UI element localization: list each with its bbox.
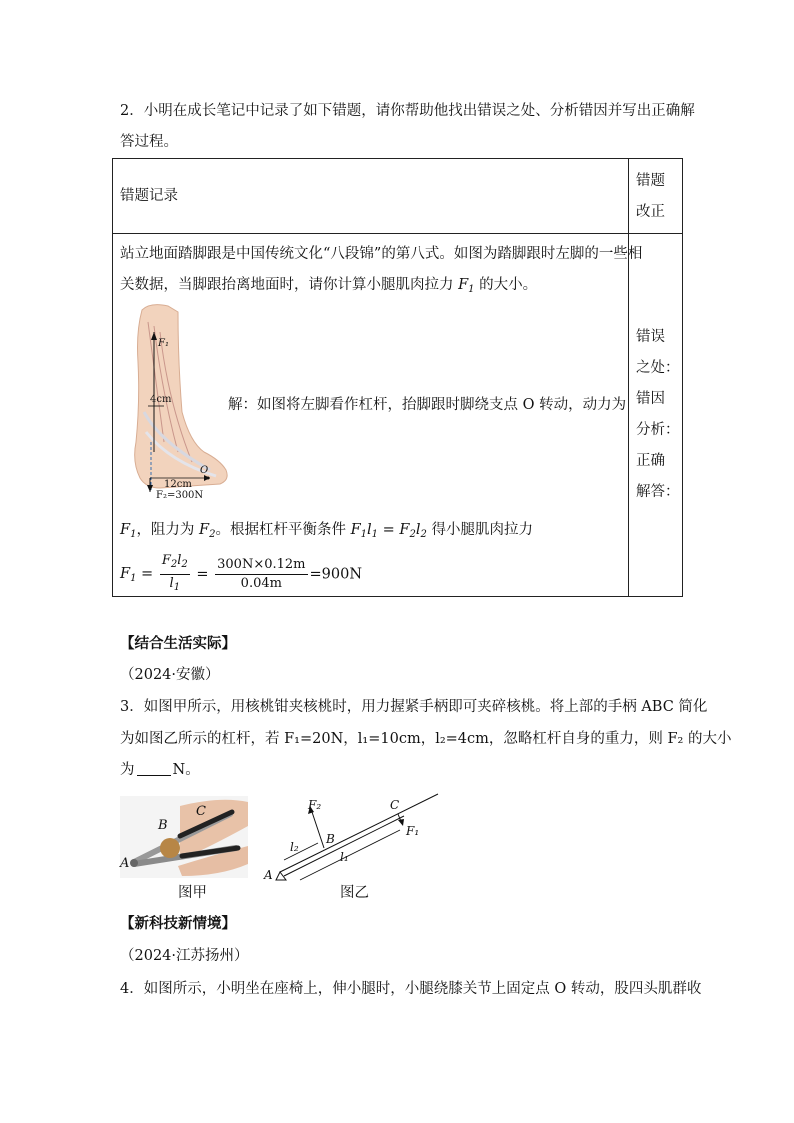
table-head-right-2: 改正 [636,204,665,220]
q3-line2: 为如图乙所示的杠杆，若 F₁=20N，l₁=10cm，l₂=4cm，忽略杠杆自身的重力，则 F₂ 的大小 [120,731,732,747]
photo-label-b: B [158,818,168,833]
solution-line2: $F_1$，阻力为 $F_2$。根据杠杆平衡条件 $F_1l_1 = F_2l_2$ 得小腿肌肉拉力 [120,522,533,540]
figure-label-4cm: 4cm [150,394,172,405]
q4-line1: 4．如图所示，小明坐在座椅上，伸小腿时，小腿绕膝关节上固定点 O 转动，股四头肌群收 [120,981,702,997]
q3-heading: 【结合生活实际】 [120,635,236,652]
photo-label-c: C [196,804,206,819]
symbol-f1: $F_1$ [458,277,475,295]
right-item-3: 错因 [636,391,665,407]
diagram-label-f2: F₂ [308,798,322,812]
figure-label-o: O [200,465,209,476]
q4-source: （2024·江苏扬州） [120,948,249,964]
figure-label-12cm: 12cm [164,479,192,490]
nutcracker-photo [120,796,248,878]
foot-illustration [120,302,232,500]
figure-label-f1: F₁ [158,338,169,349]
photo-label-a: A [120,856,130,871]
right-item-2: 之处： [636,360,680,376]
solution-line1: 解：如图将左脚看作杠杆，抬脚跟时脚绕支点 O 转动，动力为 [228,397,627,413]
nutcracker-illustration [120,796,248,878]
answer-blank[interactable] [137,761,171,776]
caption-b: 图乙 [340,885,369,901]
table-border-divider [628,158,629,597]
lever-diagram [260,790,440,882]
table-border-top [112,158,683,159]
diagram-label-b: B [326,832,335,846]
table-border-right [682,158,683,597]
foot-figure [120,302,232,500]
q4-heading: 【新科技新情境】 [120,915,236,932]
right-item-6: 解答： [636,484,680,500]
q3-line3: 为 N。 [120,762,200,778]
diagram-label-c: C [390,798,400,812]
right-item-5: 正确 [636,453,665,469]
table-head-right-1: 错题 [636,173,665,189]
calc-formula: $F_1$ = $\frac{F_2l_2}{l_1}$ = $\frac{300N\times 0.12m}{0.04m}$ =900N [120,553,363,593]
diagram-label-a: A [264,868,273,882]
table-body-line1: 站立地面踏脚跟是中国传统文化“八段锦”的第八式。如图为踏脚跟时左脚的一些相 [120,246,643,262]
right-item-1: 错误 [636,329,665,345]
q2-line2: 答过程。 [120,134,178,150]
table-head-left: 错题记录 [120,188,178,204]
right-item-4: 分析： [636,422,680,438]
table-border-left [112,158,113,597]
q2-line1: 2．小明在成长笔记中记录了如下错题，请你帮助他找出错误之处、分析错因并写出正确解 [120,103,695,119]
figure-label-f2: F₂=300N [156,490,204,501]
caption-a: 图甲 [178,885,207,901]
diagram-label-l1: l₁ [340,850,349,864]
q3-line1: 3．如图甲所示，用核桃钳夹核桃时，用力握紧手柄即可夹碎核桃。将上部的手柄 ABC 简化 [120,699,708,715]
table-body-line2: 关数据，当脚跟抬离地面时，请你计算小腿肌肉拉力 $F_1$ 的大小。 [120,277,538,295]
diagram-label-f1: F₁ [406,824,420,838]
diagram-label-l2: l₂ [290,840,299,854]
q3-source: （2024·安徽） [120,667,220,683]
table-border-mid [112,233,683,234]
